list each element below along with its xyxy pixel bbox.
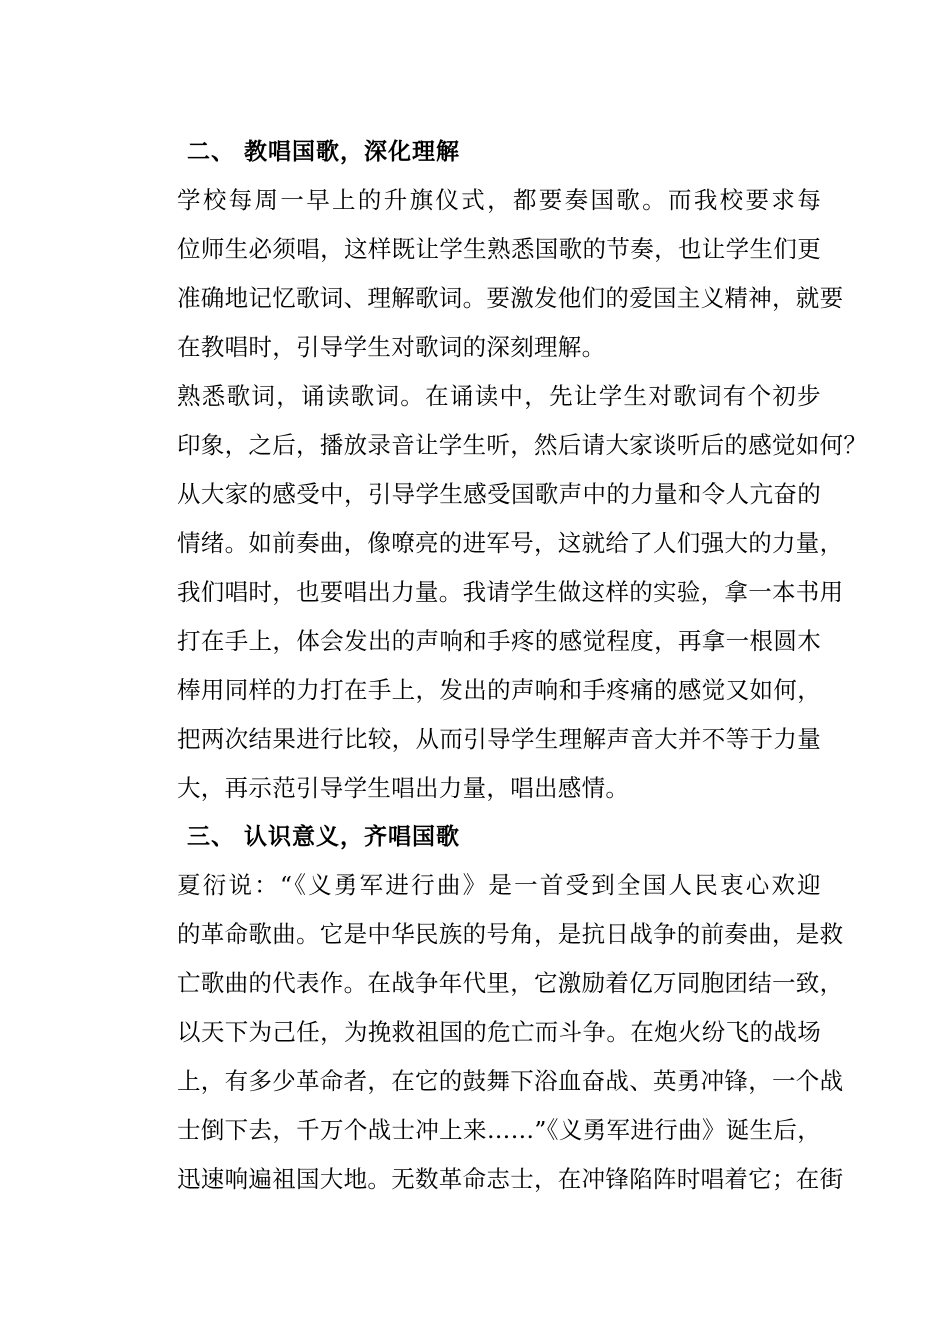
text-line: 准确地记忆歌词、理解歌词。要激发他们的爱国主义精神，就要 — [177, 284, 844, 312]
paragraph-flag-ceremony — [129, 176, 844, 372]
section-heading-2: 二、 教唱国歌，深化理解 — [187, 139, 461, 165]
text-line: 打在手上，体会发出的声响和手疼的感觉程度，再拿一根圆木 — [177, 627, 821, 655]
text-line: 亡歌曲的代表作。在战争年代里，它激励着亿万同胞团结一致， — [177, 969, 844, 997]
document-body — [129, 128, 868, 1204]
text-line: 印象，之后，播放录音让学生听，然后请大家谈听后的感觉如何？ — [177, 431, 868, 459]
text-line: 上，有多少革命者，在它的鼓舞下浴血奋战、英勇冲锋，一个战 — [177, 1067, 844, 1095]
text-line: 以天下为己任，为挽救祖国的危亡而斗争。在炮火纷飞的战场 — [177, 1018, 821, 1046]
text-line: 的革命歌曲。它是中华民族的号角，是抗日战争的前奏曲，是救 — [177, 920, 844, 948]
paragraph-lyrics-reading — [129, 372, 868, 813]
text-line: 士倒下去，千万个战士冲上来……”《义勇军进行曲》诞生后， — [177, 1116, 821, 1144]
text-line: 从大家的感受中，引导学生感受国歌声中的力量和令人亢奋的 — [177, 480, 821, 508]
text-line: 位师生必须唱，这样既让学生熟悉国歌的节奏，也让学生们更 — [177, 235, 821, 263]
text-line: 熟悉歌词，诵读歌词。在诵读中，先让学生对歌词有个初步 — [177, 382, 821, 410]
text-line: 夏衍说：“《义勇军进行曲》是一首受到全国人民衷心欢迎 — [177, 871, 821, 899]
paragraph-xia-yan-quote — [129, 861, 844, 1204]
text-line: 迅速响遍祖国大地。无数革命志士，在冲锋陷阵时唱着它；在街 — [177, 1165, 844, 1193]
text-line: 我们唱时，也要唱出力量。我请学生做这样的实验，拿一本书用 — [177, 578, 844, 606]
text-line: 在教唱时，引导学生对歌词的深刻理解。 — [177, 333, 606, 361]
section-heading-3: 三、 认识意义，齐唱国歌 — [187, 824, 461, 850]
text-line: 情绪。如前奏曲，像嘹亮的进军号，这就给了人们强大的力量， — [177, 529, 844, 557]
text-line: 学校每周一早上的升旗仪式，都要奏国歌。而我校要求每 — [177, 186, 821, 214]
text-line: 大，再示范引导学生唱出力量，唱出感情。 — [177, 774, 630, 802]
text-line: 把两次结果进行比较，从而引导学生理解声音大并不等于力量 — [177, 725, 821, 753]
text-line: 棒用同样的力打在手上，发出的声响和手疼痛的感觉又如何， — [177, 676, 821, 704]
